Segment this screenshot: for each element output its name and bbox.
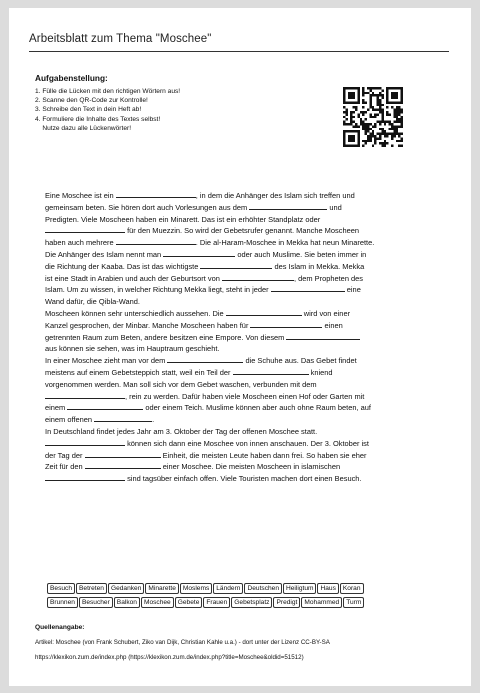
text-line	[45, 402, 437, 414]
word-chip[interactable]: Betreten	[76, 583, 107, 594]
task-list	[35, 87, 180, 133]
text-line	[45, 450, 437, 462]
text-line	[45, 426, 437, 438]
text-segment: Einheit, die meisten Leute haben dann frei. So haben sie eher	[160, 450, 367, 460]
word-chip[interactable]: Gedanken	[108, 583, 144, 594]
word-chip[interactable]: Turm	[343, 597, 364, 608]
text-line	[45, 332, 437, 344]
text-segment: vorgenommen werden. Man soll sich vor dem Gebet waschen, verbunden mit dem	[45, 379, 317, 389]
source-link[interactable]: https://klexikon.zum.de/index.php (https://klexikon.zum.de/index.php?title=Moschee&oldid=51512)	[35, 654, 304, 661]
text-segment: ist eine Stadt in Arabien und auch der Geburtsort von	[45, 273, 222, 283]
text-segment: einem offenen	[45, 415, 95, 425]
text-segment: sind tagsüber einfach offen. Viele Touristen machen dort einen Besuch.	[125, 474, 362, 484]
text-segment: Die Anhänger des Islam nennt man	[45, 249, 164, 259]
blank-field[interactable]	[222, 273, 294, 281]
text-line	[45, 343, 437, 355]
blank-field[interactable]	[249, 202, 327, 210]
text-line	[45, 261, 437, 273]
text-segment: Predigten. Viele Moscheen haben ein Minarett. Das ist ein erhöhter Standplatz oder	[45, 214, 321, 224]
text-segment: Islam. Um zu wissen, in welcher Richtung Mekka liegt, steht in jeder	[45, 285, 271, 295]
text-segment: die Schuhe aus. Das Gebet findet	[243, 356, 357, 366]
text-line	[45, 320, 437, 332]
text-line	[45, 355, 437, 367]
blank-field[interactable]	[163, 249, 235, 257]
text-segment: , dem Propheten des	[293, 273, 364, 283]
text-segment: der Tag der	[45, 450, 85, 460]
text-line	[45, 237, 437, 249]
word-chip[interactable]: Frauen	[203, 597, 230, 608]
text-line	[45, 308, 437, 320]
text-segment: eine	[344, 285, 361, 295]
word-chip[interactable]: Moslems	[180, 583, 212, 594]
text-line	[45, 391, 437, 403]
word-bank	[47, 583, 437, 611]
word-chip[interactable]: Minarette	[145, 583, 179, 594]
text-line	[45, 284, 437, 296]
text-segment: Kanzel gesprochen, der Minbar. Manche Moscheen haben für	[45, 320, 251, 330]
text-segment: einem	[45, 403, 68, 413]
qr-code-icon[interactable]	[343, 87, 403, 147]
source-article: Artikel: Moschee (von Frank Schubert, Ziko van Dijk, Christian Kahle u.a.) - dort unter der Lizenz CC-BY-SA	[35, 639, 330, 646]
word-chip[interactable]: Besucher	[79, 597, 113, 608]
word-chip[interactable]: Gebete	[175, 597, 203, 608]
text-line	[45, 379, 437, 391]
blank-field[interactable]	[233, 367, 309, 375]
text-segment: wird von einer	[301, 308, 351, 318]
blank-field[interactable]	[85, 461, 161, 469]
text-line	[45, 473, 437, 485]
task-item: 1. Fülle die Lücken mit den richtigen Wörtern aus!	[35, 88, 181, 95]
text-segment: haben auch mehrere	[45, 238, 116, 248]
word-chip[interactable]: Moschee	[141, 597, 174, 608]
page-title: Arbeitsblatt zum Thema "Moschee"	[29, 33, 212, 45]
blank-field[interactable]	[167, 355, 243, 363]
word-chip[interactable]: Gebetsplatz	[231, 597, 272, 608]
blank-field[interactable]	[116, 237, 196, 245]
cloze-text	[45, 190, 437, 485]
text-segment: einer Moschee. Die meisten Moscheen in islamischen	[160, 462, 341, 472]
text-segment: und	[327, 202, 342, 212]
task-item: 3. Schreibe den Text in dein Heft ab!	[35, 106, 142, 114]
text-line	[45, 214, 437, 226]
text-segment: . Die al-Haram-Moschee in Mekka hat neun Minarette.	[195, 238, 375, 248]
blank-field[interactable]	[45, 473, 125, 481]
text-segment: einen	[322, 320, 343, 330]
text-segment: können sich dann eine Moschee von innen anschauen. Der 3. Oktober ist	[125, 438, 369, 448]
text-segment: aus können sie sehen, was im Hauptraum geschieht.	[45, 344, 220, 354]
blank-field[interactable]	[45, 225, 125, 233]
text-line	[45, 296, 437, 308]
text-segment: In einer Moschee zieht man vor dem	[45, 356, 168, 366]
blank-field[interactable]	[94, 414, 155, 425]
task-item: Nutze dazu alle Lückenwörter!	[35, 124, 132, 132]
sources-heading: Quellenangabe:	[35, 624, 85, 631]
text-line	[45, 438, 437, 450]
task-item: 2. Scanne den QR-Code zur Kontrolle!	[35, 97, 148, 105]
word-chip[interactable]: Mohammed	[301, 597, 342, 608]
text-line	[45, 190, 437, 202]
blank-field[interactable]	[45, 391, 125, 399]
task-heading: Aufgabenstellung:	[35, 73, 108, 83]
text-segment: .	[152, 415, 155, 425]
task-item: 4. Formuliere die Inhalte des Textes selbst!	[35, 115, 161, 123]
title-divider	[29, 51, 449, 52]
word-chip[interactable]: Koran	[340, 583, 364, 594]
text-line	[45, 225, 437, 237]
word-chip[interactable]: Heiligtum	[283, 583, 316, 594]
text-segment: Wand dafür, die Qibla-Wand.	[45, 297, 140, 307]
text-line	[45, 202, 437, 214]
text-segment: getrennten Raum zum Beten, andere besitzen eine Empore. Von diesem	[45, 332, 287, 342]
word-chip[interactable]: Brunnen	[47, 597, 78, 608]
word-bank-row	[47, 597, 437, 608]
blank-field[interactable]	[116, 190, 196, 198]
text-segment: Moscheen können sehr unterschiedlich aussehen. Die	[45, 308, 226, 318]
blank-field[interactable]	[226, 308, 302, 316]
word-chip[interactable]: Haus	[317, 583, 338, 594]
text-line	[45, 461, 437, 473]
text-segment: In Deutschland findet jedes Jahr am 3. Oktober der Tag der offenen Moschee statt.	[45, 426, 318, 436]
text-segment: für den Muezzin. So wird der Gebetsrufer genannt. Manche Moscheen	[125, 226, 359, 236]
text-line	[45, 414, 437, 426]
blank-field[interactable]	[271, 284, 345, 292]
text-line	[45, 367, 437, 379]
text-segment: oder einem Teich. Muslime können aber auch ohne Raum beten, auf	[143, 403, 371, 413]
word-bank-row	[47, 583, 437, 594]
word-chip[interactable]: Predigt	[273, 597, 300, 608]
text-segment: oder auch Muslime. Sie beten immer in	[235, 249, 367, 259]
word-chip[interactable]: Balkon	[114, 597, 140, 608]
text-segment: meistens auf einem Gebetsteppich statt, weil ein Teil der	[45, 367, 233, 377]
text-segment: Zeit für den	[45, 462, 85, 472]
text-segment: , rein zu werden. Dafür haben viele Moscheen einen Hof oder Garten mit	[125, 391, 365, 401]
word-chip[interactable]: Ländern	[213, 583, 243, 594]
blank-field[interactable]	[286, 332, 360, 340]
blank-field[interactable]	[200, 261, 272, 269]
text-segment: Eine Moschee ist ein	[45, 191, 116, 200]
text-segment: des Islam in Mekka. Mekka	[272, 261, 365, 271]
text-segment: die Richtung der Kaaba. Das ist das wichtigste	[45, 261, 201, 271]
blank-field[interactable]	[250, 320, 322, 328]
blank-field[interactable]	[45, 438, 125, 446]
word-chip[interactable]: Deutschen	[244, 583, 282, 594]
text-segment: , in dem die Anhänger des Islam sich treffen und	[195, 191, 355, 200]
text-line	[45, 273, 437, 285]
text-segment: kniend	[308, 367, 333, 377]
text-segment: gemeinsam beten. Sie hören dort auch Vorlesungen aus dem	[45, 202, 250, 212]
blank-field[interactable]	[85, 450, 161, 458]
text-line	[45, 249, 437, 261]
blank-field[interactable]	[67, 402, 143, 410]
word-chip[interactable]: Besuch	[47, 583, 75, 594]
